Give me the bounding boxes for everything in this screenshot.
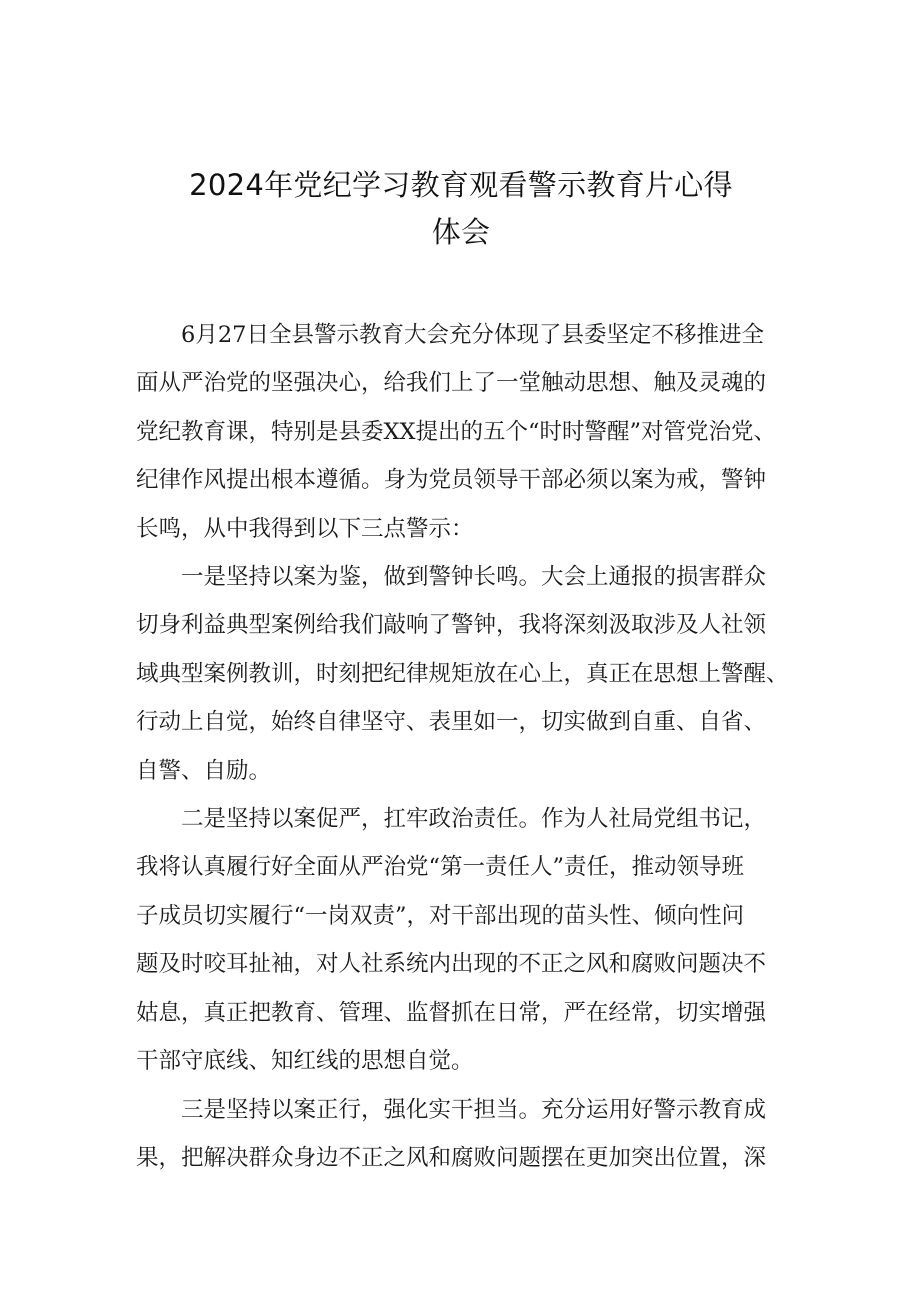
text-line: 姑息，真正把教育、管理、监督抓在日常，严在经常，切实增强 [136,999,767,1026]
paragraph-point-one [136,553,800,795]
text-line: 子成员切实履行“一岗双责”，对干部出现的苗头性、倾向性问 [136,902,745,929]
text-line: 面从严治党的坚强决心，给我们上了一堂触动思想、触及灵魂的 [136,370,767,397]
text-line: 域典型案例教训，时刻把纪律规矩放在心上，真正在思想上警醒、 [136,660,789,687]
paragraph-point-three [136,1086,800,1183]
text-line: 三是坚持以案正行，强化实干担当。充分运用好警示教育成 [181,1096,767,1123]
title-line: 体会 [431,215,491,249]
text-line: 行动上自觉，始终自律坚守、表里如一，切实做到自重、自省、 [136,709,767,736]
text-line: 长鸣，从中我得到以下三点警示： [136,515,474,542]
text-line: 纪律作风提出根本遵循。身为党员领导干部必须以案为戒，警钟 [136,467,767,494]
text-line: 党纪教育课，特别是县委XX提出的五个“时时警醒”对管党治党、 [136,418,777,445]
document-body [136,311,800,1182]
title-line: 2024年党纪学习教育观看警示教育片心得 [189,168,733,202]
text-line: 干部守底线、知红线的思想自觉。 [136,1048,474,1075]
text-line: 我将认真履行好全面从严治党“第一责任人”责任，推动领导班 [136,854,745,881]
text-line: 一是坚持以案为鉴，做到警钟长鸣。大会上通报的损害群众 [181,564,767,591]
text-line: 题及时咬耳扯袖，对人社系统内出现的不正之风和腐败问题决不 [136,951,767,978]
text-line: 自警、自励。 [136,757,272,784]
text-line: 6月27日全县警示教育大会充分体现了县委坚定不移推进全 [181,322,764,348]
text-line: 果，把解决群众身边不正之风和腐败问题摆在更加突出位置，深 [136,1144,767,1171]
paragraph-point-two [136,795,800,1085]
paragraph-intro [136,311,800,553]
document-title [136,162,786,256]
text-line: 二是坚持以案促严，扛牢政治责任。作为人社局党组书记， [181,806,767,833]
text-line: 切身利益典型案例给我们敲响了警钟，我将深刻汲取涉及人社领 [136,612,767,639]
